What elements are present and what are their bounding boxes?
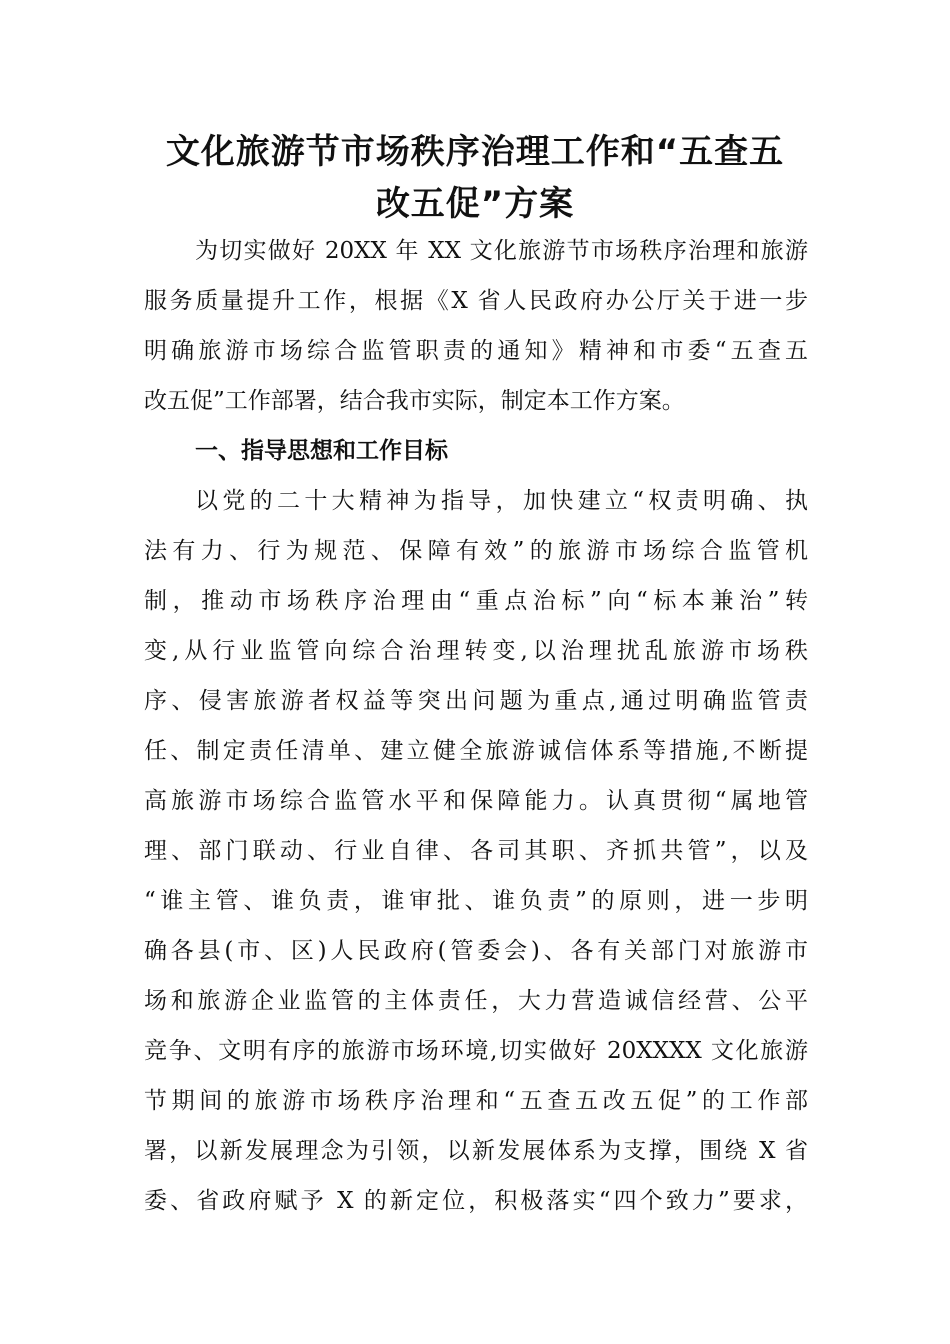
body-line: 变,从行业监管向综合治理转变,以治理扰乱旅游市场秩 — [144, 638, 808, 664]
body-line: 理、部门联动、行业自律、各司其职、齐抓共管”，以及 — [144, 838, 808, 864]
intro-line: 明确旅游市场综合监管职责的通知》精神和市委“五查五 — [144, 338, 808, 364]
document-title-line-1: 文化旅游节市场秩序治理工作和“五查五 — [165, 132, 785, 172]
intro-line: 为切实做好 20XX 年 XX 文化旅游节市场秩序治理和旅游 — [195, 238, 808, 264]
intro-line: 改五促”工作部署，结合我市实际，制定本工作方案。 — [144, 388, 685, 414]
section-heading: 一、指导思想和工作目标 — [195, 438, 448, 464]
document-title-line-2: 改五促”方案 — [375, 184, 575, 224]
intro-line: 服务质量提升工作，根据《X 省人民政府办公厅关于进一步 — [144, 288, 808, 314]
body-line: 以党的二十大精神为指导，加快建立“权责明确、执 — [195, 488, 808, 514]
body-line: 法有力、行为规范、保障有效”的旅游市场综合监管机 — [144, 538, 808, 564]
body-line: 确各县(市、区)人民政府(管委会)、各有关部门对旅游市 — [144, 938, 808, 964]
body-line: 节期间的旅游市场秩序治理和“五查五改五促”的工作部 — [144, 1088, 808, 1114]
body-line: 序、侵害旅游者权益等突出问题为重点,通过明确监管责 — [144, 688, 808, 714]
body-line: 场和旅游企业监管的主体责任，大力营造诚信经营、公平 — [144, 988, 808, 1014]
body-line: “谁主管、谁负责，谁审批、谁负责”的原则，进一步明 — [144, 888, 808, 914]
body-line: 委、省政府赋予 X 的新定位，积极落实“四个致力”要求， — [144, 1188, 808, 1214]
body-line: 制，推动市场秩序治理由“重点治标”向“标本兼治”转 — [144, 588, 808, 614]
body-line: 署，以新发展理念为引领，以新发展体系为支撑，围绕 X 省 — [144, 1138, 808, 1164]
body-line: 高旅游市场综合监管水平和保障能力。认真贯彻“属地管 — [144, 788, 808, 814]
body-line: 任、制定责任清单、建立健全旅游诚信体系等措施,不断提 — [144, 738, 808, 764]
body-line: 竞争、文明有序的旅游市场环境,切实做好 20XXXX 文化旅游 — [144, 1038, 808, 1064]
